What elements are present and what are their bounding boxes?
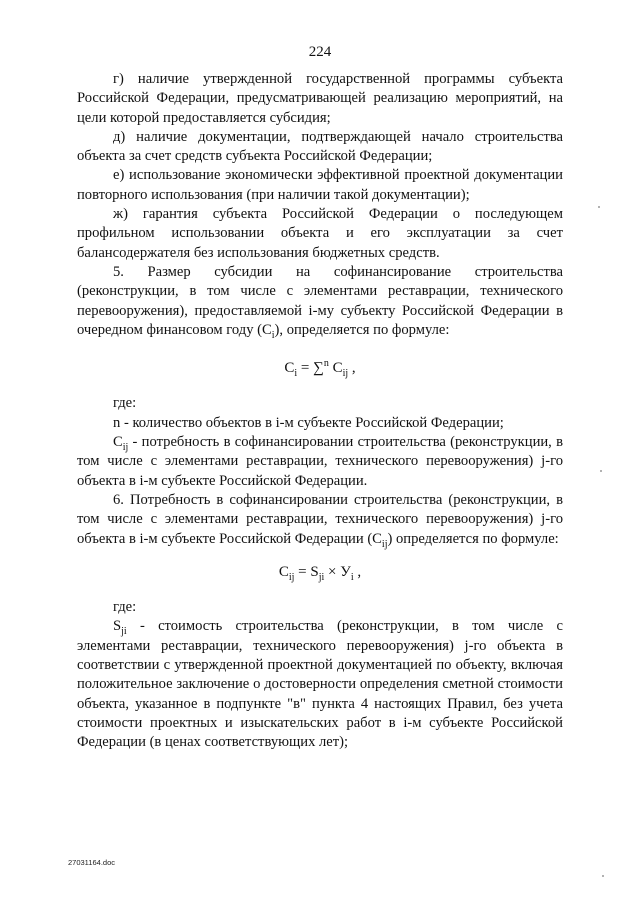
- page-number: 224: [308, 44, 332, 60]
- paragraph-6-tail: ) определяется по формуле:: [387, 530, 559, 547]
- where-label-2: где:: [113, 599, 137, 616]
- footer-filename: 27031164.doc: [68, 858, 115, 867]
- formula-ci-sum: ∑: [313, 360, 324, 377]
- where-label-1: где:: [113, 395, 137, 412]
- scan-speck: [598, 206, 600, 208]
- formula-cij-y: У: [340, 563, 351, 580]
- formula-cij-lhs: C: [278, 563, 289, 580]
- formula-ci-term-sub: ij: [342, 368, 349, 380]
- formula-cij-end: ,: [353, 563, 362, 580]
- formula-ci-eq: =: [297, 360, 314, 377]
- formula-ci-end: ,: [348, 360, 356, 377]
- document-body: [77, 70, 563, 753]
- formula-cij: [77, 563, 563, 582]
- definition-sji-subscript: ji: [121, 626, 127, 638]
- paragraph-e: е) использование экономически эффективной проектной документации повторного использования (при наличии такой документации);: [77, 167, 563, 203]
- paragraph-d: д) наличие документации, подтверждающей начало строительства объекта за счет средств субъекта Российской Федерации;: [77, 128, 563, 165]
- formula-ci: [77, 354, 563, 378]
- definition-sji: [77, 617, 563, 752]
- definition-cij-text: - потребность в софинансировании строительства (реконструкции, в том числе с элементами реставрации, технического перевооружения) j-го объекта в i-м субъекте Российской Федерации.: [77, 434, 563, 489]
- formula-cij-s: S: [310, 563, 319, 580]
- formula-ci-lhs: C: [284, 360, 295, 377]
- paragraph-6-subscript: ij: [381, 538, 388, 550]
- paragraph-5-tail: ), определяется по формуле:: [274, 321, 450, 338]
- formula-cij-s-sub: ji: [318, 571, 325, 583]
- formula-cij-y-sub: i: [350, 571, 354, 583]
- definition-n: n - количество объектов в i-м субъекте Российской Федерации;: [113, 414, 504, 431]
- formula-ci-term: C: [332, 360, 343, 377]
- paragraph-5-subscript: i: [271, 329, 275, 341]
- paragraph-5: [77, 263, 563, 340]
- formula-cij-lhs-sub: ij: [288, 571, 295, 583]
- scan-speck: [602, 875, 604, 877]
- definition-sji-text: - стоимость строительства (реконструкции, в том числе с элементами реставрации, технического перевооружения) j-го объекта в соответствии с утвержденной проектной документацией по объекту, включая положительное заключение о достоверности определения сметной стоимости объекта, указанное в подпункте "в" пункта 4 настоящих Правил, без учета стоимости проектных и изыскательских работ в i-м субъекте Российской Федерации (в ценах соответствующих лет);: [77, 618, 563, 751]
- paragraph-6: [77, 491, 563, 549]
- definition-sji-symbol: S: [113, 618, 122, 635]
- paragraph-zh: ж) гарантия субъекта Российской Федерации о последующем профильном использовании объекта и его эксплуатации за счет балансодержателя без использования бюджетных средств.: [77, 206, 563, 261]
- scan-speck: [600, 470, 602, 472]
- definition-cij-subscript: ij: [122, 441, 129, 453]
- paragraph-5-text: 5. Размер субсидии на софинансирование строительства (реконструкции, в том числе с элементами реставрации, технического перевооружения), предоставляемой i-му субъекту Российской Федерации в очередном финансовом году (C: [77, 263, 563, 338]
- formula-ci-lhs-sub: i: [294, 368, 298, 380]
- formula-ci-sum-sup: n: [323, 358, 329, 370]
- definition-cij-symbol: C: [113, 434, 123, 451]
- formula-cij-times: ×: [324, 563, 341, 580]
- paragraph-6-text: 6. Потребность в софинансировании строительства (реконструкции, в том числе с элементами реставрации, технического перевооружения) j-го объекта в i-м субъекте Российской Федерации (C: [77, 491, 563, 547]
- paragraph-g: г) наличие утвержденной государственной программы субъекта Российской Федерации, предусматривающей реализацию мероприятий, на цели которой предоставляется субсидия;: [77, 71, 563, 126]
- formula-cij-eq: =: [294, 563, 311, 580]
- definition-cij: [77, 433, 563, 491]
